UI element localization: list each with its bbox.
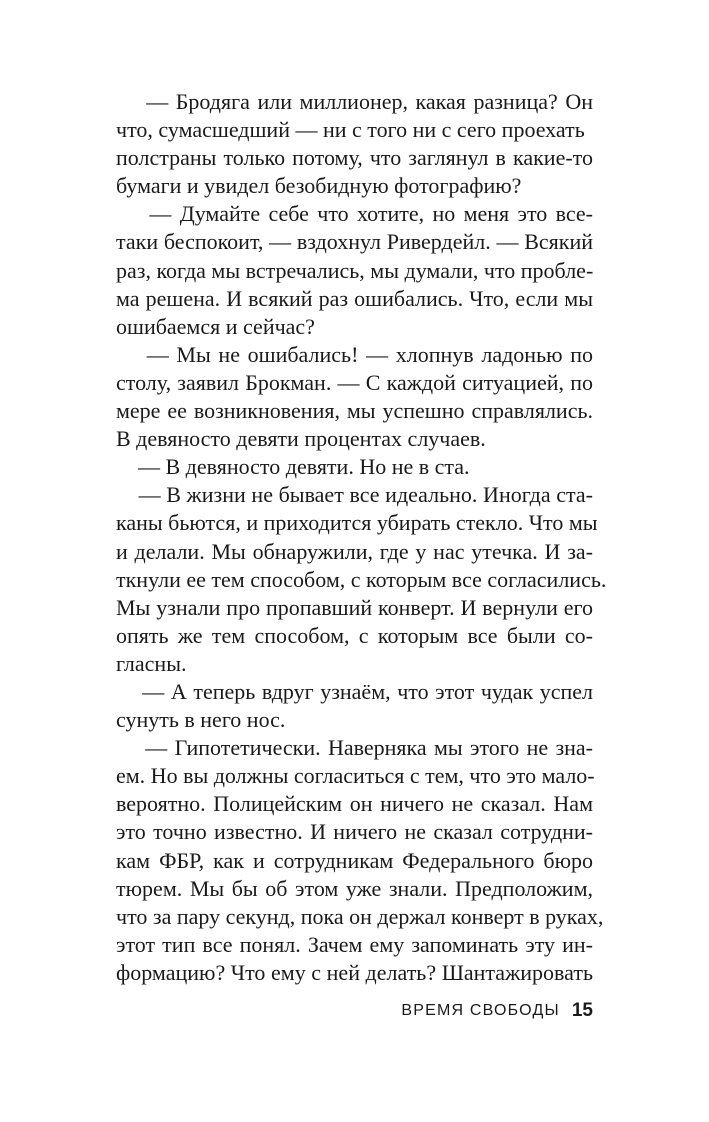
text-line: кам ФБР, как и сотрудникам Федерального бюро	[116, 847, 593, 873]
text-line: это точно известно. И ничего не сказал сотрудни-	[116, 819, 593, 845]
text-line: и делали. Мы обнаружили, где у нас утечка. И за-	[116, 538, 593, 564]
text-line: столу, заявил Брокман. — С каждой ситуацией, по	[116, 369, 593, 395]
text-line: В девяносто девяти процентах случаев.	[116, 426, 486, 452]
text-line: ем. Но вы должны согласиться с тем, что это мало-	[116, 763, 595, 789]
text-line: — А теперь вдруг узнаём, что этот чудак успел	[116, 678, 593, 704]
text-line: сунуть в него нос.	[116, 707, 286, 733]
running-title: ВРЕМЯ СВОБОДЫ	[401, 1002, 560, 1019]
text-line: таки беспокоит, — вздохнул Ривердейл. — Всякий	[116, 229, 593, 255]
text-line: — Мы не ошибались! — хлопнув ладонью по	[116, 341, 593, 367]
text-line: раз, когда мы встречались, мы думали, что пробле-	[116, 257, 594, 283]
page-number: 15	[571, 1000, 593, 1021]
text-line: каны бьются, и приходится убирать стекло. Что мы	[116, 510, 598, 536]
text-line: тюрем. Мы бы об этом уже знали. Предположим,	[116, 875, 593, 901]
body-text	[116, 88, 607, 987]
text-line: ткнули ее тем способом, с которым все согласились.	[116, 566, 607, 592]
text-line: что за пару секунд, пока он держал конверт в руках,	[116, 903, 604, 929]
text-line: гласны.	[116, 650, 187, 676]
page-footer	[373, 997, 593, 1025]
text-line: этот тип все понял. Зачем ему запоминать эту ин-	[116, 931, 593, 957]
text-line: формацию? Что ему с ней делать? Шантажировать	[116, 959, 593, 985]
text-line: что, сумасшедший — ни с того ни с сего проехать	[116, 117, 585, 143]
text-line: Мы узнали про пропавший конверт. И вернули его	[116, 594, 593, 620]
text-line: бумаги и увидел безобидную фотографию?	[116, 173, 522, 199]
text-line: — В жизни не бывает все идеально. Иногда ста-	[116, 482, 593, 508]
text-line: ошибаемся и сейчас?	[116, 313, 315, 339]
text-line: полстраны только потому, что заглянул в какие-то	[116, 145, 593, 171]
text-line: — Гипотетически. Наверняка мы этого не зна-	[116, 735, 593, 761]
text-line: мере ее возникновения, мы успешно справлялись.	[116, 398, 593, 424]
text-line: вероятно. Полицейским он ничего не сказал. Нам	[116, 791, 593, 817]
text-line: опять же тем способом, с которым все были со-	[116, 622, 593, 648]
text-line: ма решена. И всякий раз ошибались. Что, если мы	[116, 285, 593, 311]
text-line: — В девяносто девяти. Но не в ста.	[116, 454, 470, 480]
text-line: — Бродяга или миллионер, какая разница? Он	[116, 89, 593, 114]
text-line: — Думайте себе что хотите, но меня это все-	[116, 201, 593, 227]
